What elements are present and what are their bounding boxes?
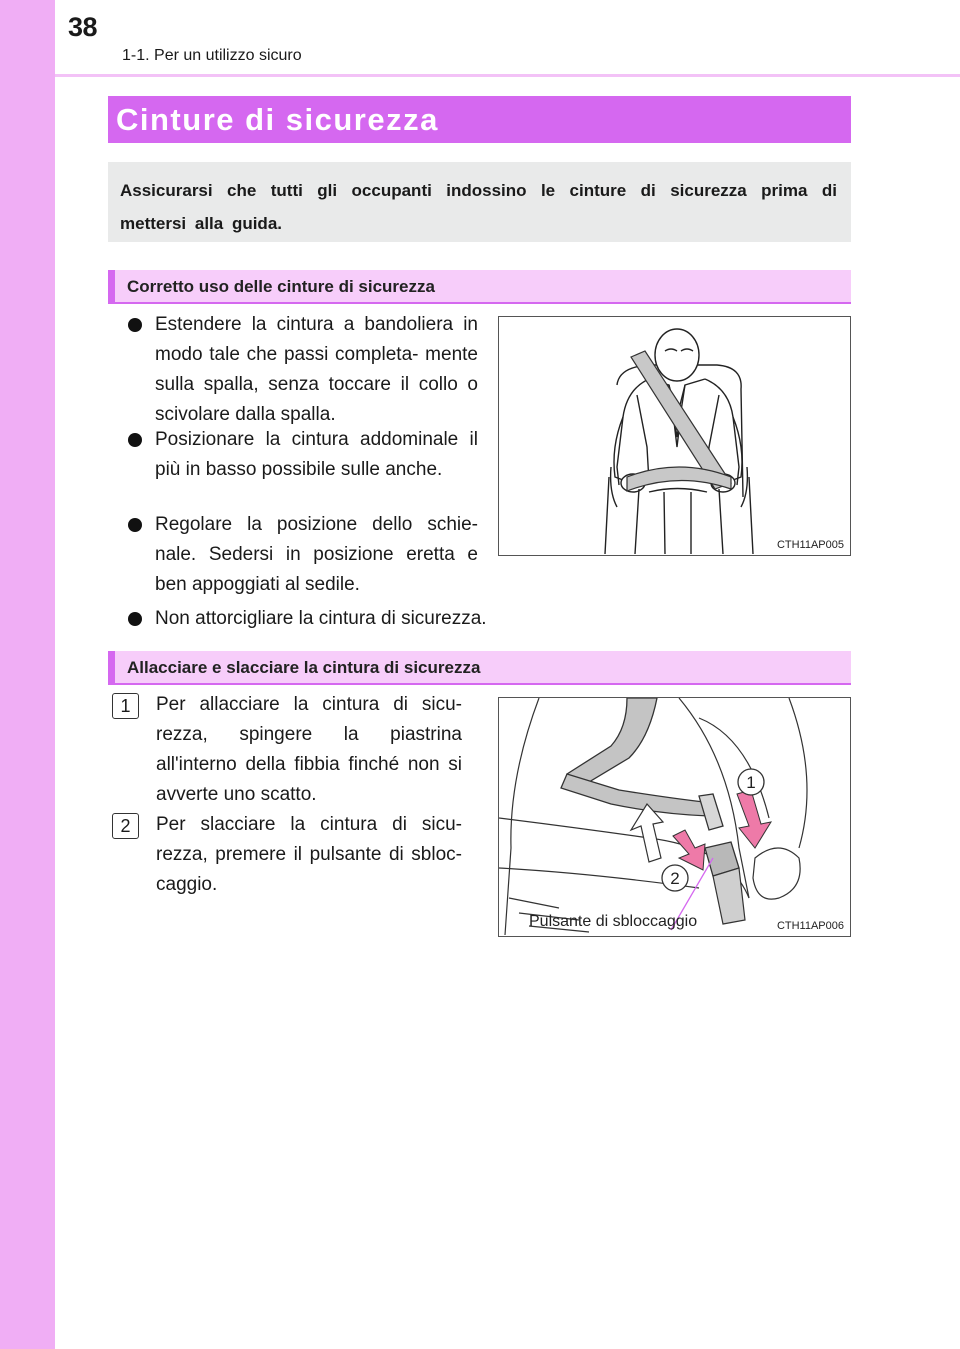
step-number-badge: 2 bbox=[112, 813, 139, 839]
callout-1: 1 bbox=[746, 773, 756, 792]
seatbelt-posture-figure bbox=[498, 316, 851, 556]
bullet-dot-icon bbox=[128, 518, 142, 532]
title-bar bbox=[108, 96, 851, 143]
side-color-strip bbox=[0, 0, 55, 1349]
page-title: Cinture di sicurezza bbox=[116, 102, 439, 137]
step-text: Per slacciare la cintura di sicu- rezza, premere il pulsante di sbloc- caggio. bbox=[156, 814, 462, 895]
bullet-dot-icon bbox=[128, 433, 142, 447]
buckle-figure bbox=[498, 697, 851, 937]
section-heading-fasten bbox=[108, 651, 851, 685]
step-text: Per allacciare la cintura di sicu- rezza, spingere la piastrina all'interno della fibbia finché non si avverte uno scatto. bbox=[156, 694, 462, 805]
release-button-label: Pulsante di sbloccaggio bbox=[529, 913, 698, 930]
figure-code: CTH11AP006 bbox=[776, 920, 844, 932]
list-item-text: Posizionare la cintura addominale il più in basso possibile sulle anche. bbox=[155, 429, 478, 480]
buckle-illustration bbox=[499, 698, 849, 935]
bullet-dot-icon bbox=[128, 612, 142, 626]
header-rule bbox=[55, 74, 960, 77]
breadcrumb: 1-1. Per un utilizzo sicuro bbox=[122, 47, 302, 64]
section-heading-correct-use bbox=[108, 270, 851, 304]
callout-2: 2 bbox=[670, 869, 680, 888]
list-item-text: Non attorcigliare la cintura di sicurezza. bbox=[155, 608, 487, 629]
step-number-badge: 1 bbox=[112, 693, 139, 719]
list-item-text: Estendere la cintura a bandoliera in modo tale che passi completa- mente sulla spalla, senza toccare il collo o scivolare dalla spalla. bbox=[155, 314, 478, 425]
bullet-dot-icon bbox=[128, 318, 142, 332]
page-number: 38 bbox=[68, 12, 98, 42]
seated-person-illustration bbox=[499, 317, 849, 554]
intro-box bbox=[108, 162, 851, 242]
section-heading-text: Allacciare e slacciare la cintura di sicurezza bbox=[127, 658, 481, 677]
intro-text: Assicurarsi che tutti gli occupanti indossino le cinture di sicurezza prima di mettersi alla guida. bbox=[120, 181, 837, 233]
section-heading-text: Corretto uso delle cinture di sicurezza bbox=[127, 277, 435, 296]
figure-code: CTH11AP005 bbox=[776, 539, 844, 551]
list-item-text: Regolare la posizione dello schie- nale. Sedersi in posizione eretta e ben appoggiati al sedile. bbox=[155, 514, 478, 595]
